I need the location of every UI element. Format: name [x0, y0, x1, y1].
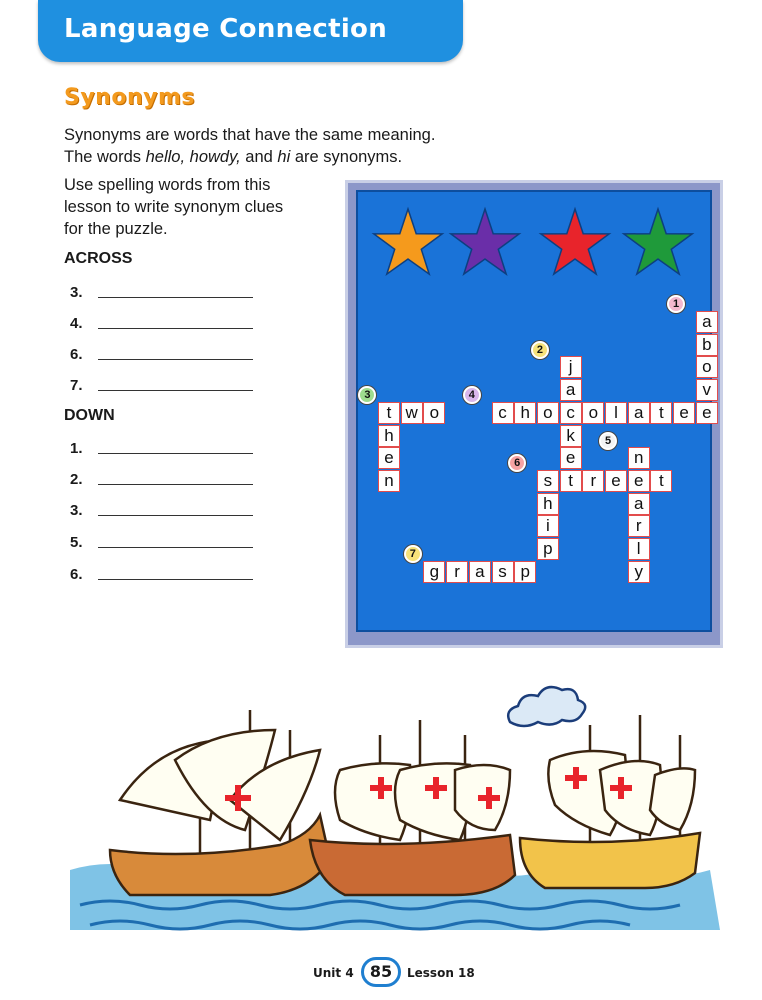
- crossword-cell[interactable]: b: [696, 334, 718, 356]
- crossword-cell[interactable]: o: [696, 356, 718, 378]
- crossword-cell[interactable]: a: [628, 402, 650, 424]
- crossword-cell[interactable]: p: [514, 561, 536, 583]
- crossword-cell[interactable]: w: [401, 402, 423, 424]
- instruction-line-1: Use spelling words from this: [64, 176, 271, 194]
- ship-right: [520, 715, 700, 888]
- crossword-cell[interactable]: h: [537, 493, 559, 515]
- instruction-line-3: for the puzzle.: [64, 220, 168, 238]
- intro-and: and: [240, 148, 278, 166]
- across-heading: ACROSS: [64, 250, 133, 267]
- crossword-cell[interactable]: g: [423, 561, 445, 583]
- crossword-cell[interactable]: e: [673, 402, 695, 424]
- crossword-cell[interactable]: j: [560, 356, 582, 378]
- clue-number: 3.: [70, 502, 83, 519]
- ship-middle: [310, 720, 515, 895]
- crossword-cell[interactable]: y: [628, 561, 650, 583]
- crossword-cell[interactable]: r: [582, 470, 604, 492]
- page-footer: [0, 957, 762, 987]
- crossword-cell[interactable]: r: [446, 561, 468, 583]
- unit-label: Unit 4: [313, 966, 354, 980]
- intro-hi: hi: [277, 148, 291, 166]
- clue-number: 1.: [70, 440, 83, 457]
- crossword-cell[interactable]: a: [696, 311, 718, 333]
- crossword-cell[interactable]: e: [605, 470, 627, 492]
- down-heading: DOWN: [64, 407, 115, 424]
- page-title: Language Connection: [64, 14, 388, 44]
- intro-prefix: The words: [64, 148, 146, 166]
- clue-number-badge: 6: [508, 454, 526, 472]
- clue-number: 5.: [70, 534, 83, 551]
- clue-number: 6.: [70, 566, 83, 583]
- crossword-cell[interactable]: e: [560, 447, 582, 469]
- crossword-cell[interactable]: t: [378, 402, 400, 424]
- clue-number-badge: 1: [667, 295, 685, 313]
- clue-number-badge: 2: [531, 341, 549, 359]
- crossword-cell[interactable]: n: [378, 470, 400, 492]
- crossword-cell[interactable]: s: [537, 470, 559, 492]
- crossword-cell[interactable]: e: [628, 470, 650, 492]
- section-title: Synonyms: [64, 85, 195, 110]
- crossword-cell[interactable]: o: [423, 402, 445, 424]
- crossword-cell[interactable]: s: [492, 561, 514, 583]
- clue-number-badge: 4: [463, 386, 481, 404]
- crossword-cell[interactable]: l: [628, 538, 650, 560]
- crossword-cell[interactable]: t: [560, 470, 582, 492]
- clue-number: 3.: [70, 284, 83, 301]
- crossword-cell[interactable]: h: [378, 425, 400, 447]
- intro-suffix: are synonyms.: [290, 148, 403, 166]
- crossword-cell[interactable]: t: [650, 402, 672, 424]
- intro-examples: hello, howdy,: [145, 148, 241, 166]
- crossword-cell[interactable]: a: [469, 561, 491, 583]
- cloud-icon: [508, 687, 585, 726]
- ship-left: [110, 710, 330, 895]
- instruction-line-2: lesson to write synonym clues: [64, 198, 284, 216]
- crossword-cell[interactable]: a: [628, 493, 650, 515]
- crossword-cell[interactable]: e: [378, 447, 400, 469]
- clue-number-badge: 5: [599, 432, 617, 450]
- crossword-cell[interactable]: i: [537, 515, 559, 537]
- clue-number-badge: 7: [404, 545, 422, 563]
- crossword-cell[interactable]: o: [582, 402, 604, 424]
- crossword-cell[interactable]: v: [696, 379, 718, 401]
- crossword-cell[interactable]: r: [628, 515, 650, 537]
- crossword-cell[interactable]: n: [628, 447, 650, 469]
- clue-number-badge: 3: [358, 386, 376, 404]
- clue-number: 6.: [70, 346, 83, 363]
- crossword-cell[interactable]: t: [650, 470, 672, 492]
- crossword-cell[interactable]: a: [560, 379, 582, 401]
- clue-number: 2.: [70, 471, 83, 488]
- page-number: 85: [361, 957, 401, 987]
- crossword-cell[interactable]: k: [560, 425, 582, 447]
- lesson-label: Lesson 18: [407, 966, 475, 980]
- crossword-cell[interactable]: o: [537, 402, 559, 424]
- crossword-cell[interactable]: e: [696, 402, 718, 424]
- clue-number: 4.: [70, 315, 83, 332]
- crossword-cell[interactable]: p: [537, 538, 559, 560]
- crossword-cell[interactable]: c: [492, 402, 514, 424]
- clue-number: 7.: [70, 377, 83, 394]
- crossword-cell[interactable]: c: [560, 402, 582, 424]
- crossword-cell[interactable]: l: [605, 402, 627, 424]
- intro-line-1: Synonyms are words that have the same meaning.: [64, 126, 436, 144]
- crossword-cell[interactable]: h: [514, 402, 536, 424]
